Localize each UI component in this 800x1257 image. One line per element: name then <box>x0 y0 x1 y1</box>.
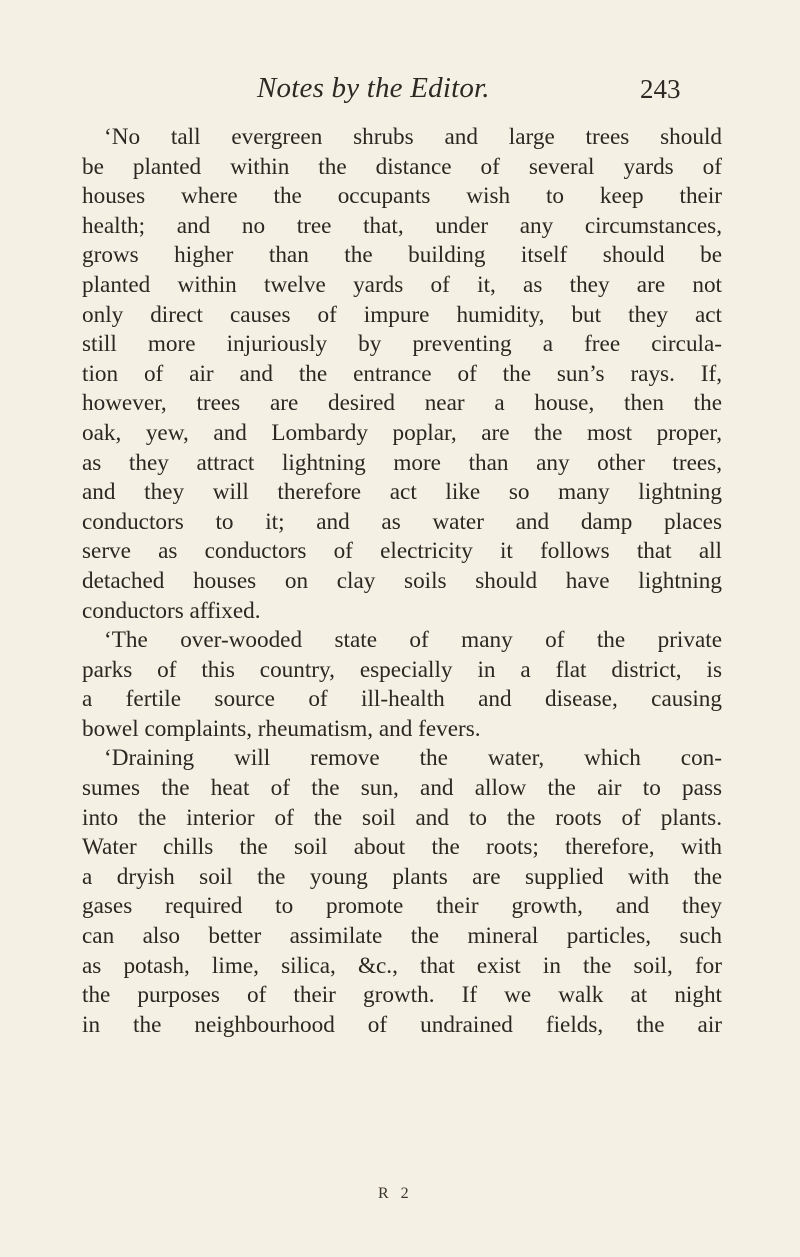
text-line: ‘Draining will remove the water, which con- <box>104 745 722 772</box>
text-line: can also better assimilate the mineral particles, such <box>82 923 722 950</box>
text-line: ‘The over-wooded state of many of the private <box>104 627 722 654</box>
text-line: a dryish soil the young plants are supplied with the <box>82 863 722 890</box>
text-line: grows higher than the building itself should be <box>82 242 722 269</box>
text-line: oak, yew, and Lombardy poplar, are the most proper, <box>82 419 722 446</box>
text-line: serve as conductors of electricity it follows that all <box>82 538 722 565</box>
text-line: detached houses on clay soils should have lightning <box>82 567 722 594</box>
text-line: parks of this country, especially in a flat district, is <box>82 656 722 683</box>
text-line: be planted within the distance of several yards of <box>82 153 722 180</box>
text-line: as potash, lime, silica, &c., that exist in the soil, for <box>82 952 722 979</box>
text-line: as they attract lightning more than any other trees, <box>82 449 722 476</box>
page-number: 243 <box>640 74 681 104</box>
text-line: into the interior of the soil and to the roots of plants. <box>82 804 722 831</box>
text-line: still more injuriously by preventing a free circula- <box>82 331 722 358</box>
text-line: however, trees are desired near a house, then the <box>82 390 722 417</box>
page-header <box>82 72 722 110</box>
text-line: and they will therefore act like so many lightning <box>82 479 722 506</box>
text-line: in the neighbourhood of undrained fields, the air <box>82 1011 722 1038</box>
text-line: only direct causes of impure humidity, but they act <box>82 301 722 328</box>
text-line: conductors affixed. <box>82 597 261 624</box>
text-line: Water chills the soil about the roots; therefore, with <box>82 834 722 861</box>
text-line: a fertile source of ill-health and disease, causing <box>82 686 722 713</box>
text-line: sumes the heat of the sun, and allow the air to pass <box>82 775 722 802</box>
text-line: health; and no tree that, under any circumstances, <box>82 212 722 239</box>
running-head: Notes by the Editor. <box>257 72 490 104</box>
text-line: the purposes of their growth. If we walk at night <box>82 982 722 1009</box>
text-line: planted within twelve yards of it, as they are not <box>82 271 722 298</box>
text-line: ‘No tall evergreen shrubs and large trees should <box>104 124 722 150</box>
text-line: houses where the occupants wish to keep their <box>82 183 722 210</box>
text-line: bowel complaints, rheumatism, and fevers. <box>82 715 481 742</box>
text-line: tion of air and the entrance of the sun’s rays. If, <box>82 360 722 387</box>
signature-mark: R 2 <box>378 1185 413 1202</box>
text-line: gases required to promote their growth, and they <box>82 893 722 920</box>
body-text <box>82 123 722 1040</box>
text-line: conductors to it; and as water and damp places <box>82 508 722 535</box>
